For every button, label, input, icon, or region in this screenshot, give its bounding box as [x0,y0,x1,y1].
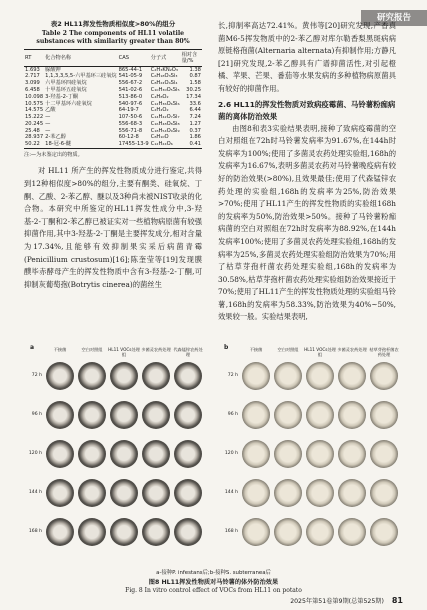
figure-panel-a [24,344,204,562]
potato-sample-image [242,479,270,507]
table-title-cn: 表2 HL11挥发性物质相似度>80%的组分 [50,20,176,28]
table-cell: 556-67-2 [118,80,143,87]
panel-label: a [30,344,35,351]
table-cell: 3.099 [25,80,40,87]
page-footer [290,596,403,605]
figure-8 [24,344,404,562]
potato-sample-image [242,518,270,546]
potato-sample-image [274,362,302,390]
table-header-cell: 相对含量/% [181,50,202,67]
potato-sample-image [78,362,106,390]
table-cell: — [45,127,51,134]
table-cell: 2.717 [25,73,40,80]
potato-sample-image [174,401,202,429]
components-table [24,49,202,149]
row-label: 144 h [28,490,42,495]
table-cell: 17.34 [186,93,201,100]
table-cell: 18-冠-6-醚 [44,142,117,149]
column-label: 多菌灵农药处理 [141,347,171,352]
table-cell: 60-12-8 [118,134,139,141]
table-header-cell: 化合物名称 [44,50,117,67]
right-column [218,20,396,324]
table-header-row [24,50,202,67]
column-label: 多菌灵农药处理 [337,347,367,352]
row-label: 72 h [227,373,238,378]
potato-sample-image [338,518,366,546]
column-label: 枯草芽孢杆菌农药处理 [369,347,399,357]
table-cell: — [45,120,51,127]
potato-sample-image [46,362,74,390]
row-label: 72 h [31,373,42,378]
table-cell: 14.575 [25,107,44,114]
potato-sample-image [110,362,138,390]
section-tag: 研究报告 [361,10,427,26]
table-cell: 十甲基环五硅氧烷 [45,86,87,93]
potato-sample-image [142,440,170,468]
potato-sample-image [242,401,270,429]
table-cell: 脲酸钾 [45,66,61,73]
row-label: 120 h [224,451,238,456]
table-cell: 15.222 [25,114,44,121]
table-cell: 17455-13-9 [118,141,149,148]
table-cell: 25.48 [25,127,40,134]
table-cell: C₁₈H₅₄O₉Si₉ [150,127,180,134]
table-row [24,121,202,128]
potato-sample-image [370,362,398,390]
potato-sample-image [78,440,106,468]
table-cell: 10.098 [25,93,44,100]
panel-label: b [224,344,229,351]
issue-info: 2025年第51卷第9期(总第525期) [290,598,384,605]
potato-sample-image [46,401,74,429]
table-cell: C₁₀H₃₀O₅Si₅ [150,86,180,93]
table-row [24,142,202,149]
table-cell: 541-05-9 [118,73,143,80]
table-cell: C₂H₃KN₂O₃ [150,66,178,73]
figure-caption-note: a-接种P. infestans后;b-接种S. subterranea后 [156,570,271,576]
row-label: 96 h [227,412,238,417]
potato-sample-image [370,479,398,507]
figure-panel-b [220,344,400,562]
table-cell: 556-71-8 [118,127,143,134]
potato-sample-image [46,479,74,507]
table-cell: C₂H₄O₂ [150,107,169,114]
table-cell: 0.37 [189,127,201,134]
column-label: 不接菌 [249,347,263,352]
table-cell: 10.575 [25,100,44,107]
table-cell: 28.937 [25,134,44,141]
potato-sample-image [110,518,138,546]
potato-sample-image [338,401,366,429]
potato-sample-image [242,440,270,468]
potato-sample-image [174,479,202,507]
table-cell: 乙酸 [45,107,56,114]
potato-sample-image [78,479,106,507]
table-cell: C₈H₂₄O₄Si₄ [150,80,178,87]
column-label: 空白对照组 [277,347,299,352]
table-cell: 0.87 [189,73,201,80]
table-header-cell: 分子式 [150,50,181,67]
table-cell: C₁₄H₄₂O₇Si₇ [150,114,180,121]
table-cell: 六甲基环四硅氧烷 [45,80,87,87]
table-cell: 107-50-6 [118,114,143,121]
potato-sample-image [338,362,366,390]
potato-sample-image [242,362,270,390]
page-number: 81 [391,596,403,605]
table-cell: 1,1,3,3,5,5-六甲基环三硅氧烷 [45,73,117,80]
table-cell: 6.458 [25,86,40,93]
body-paragraph: 长,抑制率高达72.41%。黄伟等[20]研究发现,产香真菌M6-5挥发物质中的2-苯乙醇对库尔勒香梨黑斑病病原链格孢菌(Alternaria alternata)有抑制作用;方静凡[21]研究发现,2-苯乙醇具有广谱抑菌活性,对引起橙橘、苹果、芒果、番茄等水果发病的多种植物病原菌具有较好的抑菌作用。 [218,21,396,93]
column-label: 空白对照组 [81,347,103,352]
table-cell: 1.38 [189,66,201,73]
table-cell: 33.6 [189,100,201,107]
table-cell: 865-44-1 [118,66,143,73]
table-cell: C₁₂H₃₆O₆Si₆ [150,100,180,107]
potato-sample-image [306,518,334,546]
table-cell: 1.86 [189,134,201,141]
potato-sample-image [306,440,334,468]
figure-caption-cn: 图8 HL11挥发性物质对马铃薯的体外防治效果 [148,579,279,586]
potato-sample-image [174,440,202,468]
potato-sample-image [370,518,398,546]
table-cell: 541-02-6 [118,86,143,93]
body-paragraph: 由图8和表3实验结果表明,接种了致病疫霉菌的空白对照组在72h时马铃薯发病率为91.67%,在144h时发病率为100%;使用了多菌灵农药处理实验组,168h的发病率为16.67%,表明多菌灵农药对马铃薯晚疫病有较好的防治效果(>80%),且效果最佳;使用了代森锰锌农药处理的实验组,168h的发病率为25%,防治效果>70%;使用了HL11产生的挥发性物质的实验组168h的发病率为50%,防治效果>50%。接种了马铃薯粉痂病菌的空白对照组在72h时发病率为88.92%,在144h发病率100%;使用了多菌灵农药处理实验组,168h的发病率为25%,多菌灵农药处理实验组防治效果为70%;用了枯草芽孢杆菌农药处理实验组,168h的发病率为30.58%,枯草芽孢杆菌农药处理实验组防治效果接近于70%;使用了HL11产生的挥发性物质处理的实验组马铃薯,168h的发病率为58.33%,防治效果为40%~50%,效果较一般。实验结果表明, [218,123,396,322]
potato-sample-image [142,401,170,429]
table-cell: C₆H₁₈O₃Si₃ [150,73,178,80]
table-cell: 0.41 [181,142,202,149]
potato-sample-image [110,479,138,507]
row-label: 168 h [28,529,42,534]
table-cell: 3-羟基-2-丁酮 [45,93,79,100]
row-label: 168 h [224,529,238,534]
potato-sample-image [306,401,334,429]
table-note: 注:—为未鉴定出的物质。 [24,152,83,159]
table-cell: 7.24 [189,114,201,121]
row-label: 120 h [28,451,42,456]
row-label: 144 h [224,490,238,495]
potato-sample-image [110,440,138,468]
column-label: HL11 VOCs处理组 [304,347,336,357]
table-cell: — [45,114,51,121]
potato-sample-image [78,401,106,429]
potato-sample-image [306,362,334,390]
potato-sample-image [46,518,74,546]
potato-sample-image [274,401,302,429]
potato-sample-image [274,440,302,468]
table-cell: 513-86-0 [118,93,143,100]
left-column [24,20,202,291]
row-label: 96 h [31,412,42,417]
potato-sample-image [370,440,398,468]
table-cell: 6.44 [189,107,201,114]
table-cell: 2-苯乙醇 [45,134,66,141]
column-label: 不接菌 [53,347,67,352]
potato-sample-image [78,518,106,546]
column-label: HL11 VOCs处理组 [108,347,140,357]
table-cell: 1.58 [189,80,201,87]
potato-sample-image [46,440,74,468]
potato-sample-image [142,362,170,390]
table-cell: 556-68-3 [118,120,143,127]
table-cell: 30.25 [186,86,201,93]
potato-sample-image [174,518,202,546]
potato-sample-image [142,479,170,507]
column-label: 代森锰锌农药处理 [173,347,203,357]
potato-sample-image [142,518,170,546]
table-cell: 十二甲基环六硅氧烷 [45,100,92,107]
table-cell: 540-97-6 [118,100,143,107]
table-title-en: Table 2 The components of HL11 volatile substances with similarity greater than 80% [36,30,190,45]
body-paragraph: 对 HL11 所产生的挥发性物质成分进行鉴定,共得到12种相似度>80%的组分,主要有酮类、硅氧烷、丁酮、乙酸、2-苯乙醇、醚以及3种尚未被NIST收录的化合物。本研究中所鉴定的HL11挥发性成分中,3-羟基-2-丁酮和2-苯乙醇已被证实对一些植物病原菌有较强抑菌作用,其中3-羟基-2-丁酮是主要挥发成分,相对含量为17.34%,且能够有效抑制果实采后病菌青霉(Penicillium crustosum)[16];陈奎莹等[19]发现膜醭毕赤酵母产生的挥发性物质中含有3-羟基-2-丁酮,可抑制灰葡萄孢(Botrytis cinerea)的菌丝生 [24,166,202,289]
table-cell: C₄H₈O₂ [150,93,169,100]
table-header-cell: RT [24,50,44,67]
table-cell: 50.22 [24,142,44,149]
table-cell: 1.27 [189,120,201,127]
table-cell: C₁₂H₂₄O₆ [150,142,181,149]
potato-sample-image [370,401,398,429]
potato-sample-image [306,479,334,507]
potato-sample-image [338,440,366,468]
potato-sample-image [274,518,302,546]
table-cell: 64-19-7 [118,107,139,114]
potato-sample-image [274,479,302,507]
potato-sample-image [338,479,366,507]
table-header-cell: CAS [118,50,150,67]
table-row [24,94,202,101]
section-heading: 2.6 HL11的挥发性物质对致病疫霉菌、马铃薯粉痂病菌的离体防治效果 [218,99,396,121]
table-cell: 20.245 [25,120,44,127]
table-cell: C₈H₁₀O [150,134,169,141]
table-cell: 1.693 [25,66,40,73]
potato-sample-image [174,362,202,390]
table-cell: C₁₆H₄₈O₈Si₈ [150,120,180,127]
figure-caption-en: Fig. 8 In vitro control effect of VOCs from HL11 on potato [125,587,302,594]
potato-sample-image [110,401,138,429]
